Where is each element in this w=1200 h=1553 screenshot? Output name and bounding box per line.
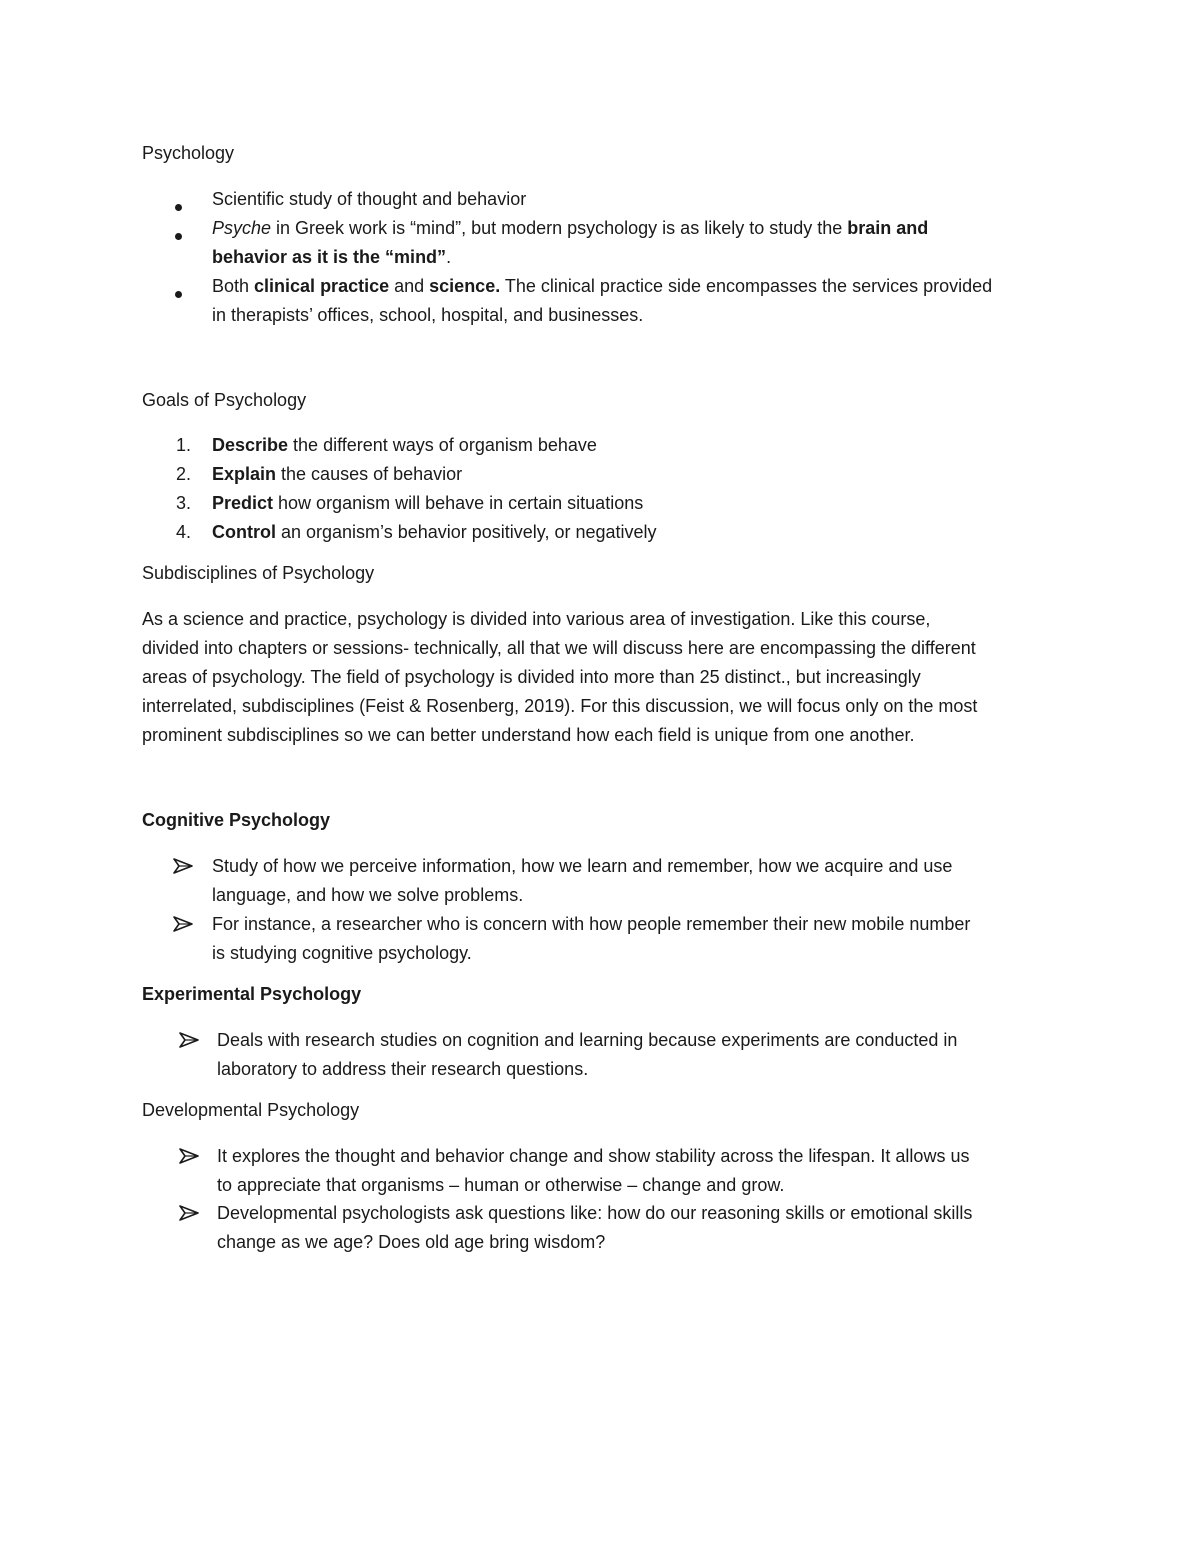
paragraph-line: prominent subdisciplines so we can better understand how each field is unique from one another.: [142, 725, 915, 745]
text-run: Control: [212, 522, 276, 542]
arrowhead-bullet-icon: [172, 858, 194, 874]
list-number: 1.: [176, 435, 192, 455]
section-heading-goals: Goals of Psychology: [142, 390, 307, 410]
bullet-line: [212, 214, 928, 242]
list-item: [212, 518, 657, 546]
list-number: 4.: [176, 522, 192, 542]
text-run: .: [446, 247, 452, 267]
section-heading-psychology: Psychology: [142, 143, 235, 163]
text-run: clinical practice: [254, 276, 390, 296]
text-run: Explain: [212, 464, 277, 484]
list-number: 2.: [176, 464, 192, 484]
bullet-line: [212, 185, 526, 213]
bullet-line: For instance, a researcher who is concern with how people remember their new mobile number: [212, 914, 971, 934]
text-run: and: [389, 276, 430, 296]
text-run: Describe: [212, 435, 289, 455]
text-run: Psyche: [212, 218, 272, 238]
arrowhead-bullet-icon: [178, 1148, 200, 1164]
paragraph-line: As a science and practice, psychology is divided into various area of investigation. Like this course,: [142, 609, 931, 629]
arrowhead-bullet-icon: [172, 916, 194, 932]
paragraph-line: interrelated, subdisciplines (Feist & Rosenberg, 2019). For this discussion, we will focus only on the most: [142, 696, 978, 716]
list-item: [212, 460, 462, 488]
text-run: brain and: [847, 218, 929, 238]
bullet-line: is studying cognitive psychology.: [212, 943, 472, 963]
list-item: [212, 489, 643, 517]
bullet-line: Developmental psychologists ask questions like: how do our reasoning skills or emotional skills: [217, 1203, 973, 1223]
text-run: in Greek work is “mind”, but modern psychology is as likely to study the: [271, 218, 848, 238]
text-run: Both: [212, 276, 255, 296]
text-run: the different ways of organism behave: [288, 435, 597, 455]
text-run: an organism’s behavior positively, or negatively: [275, 522, 657, 542]
text-run: Predict: [212, 493, 274, 513]
bullet-line: laboratory to address their research questions.: [217, 1059, 589, 1079]
text-run: in therapists’ offices, school, hospital, and businesses.: [212, 305, 644, 325]
text-run: The clinical practice side encompasses the services provided: [500, 276, 993, 296]
round-bullet-icon: [175, 282, 187, 294]
bullet-line: language, and how we solve problems.: [212, 885, 524, 905]
text-run: how organism will behave in certain situations: [273, 493, 644, 513]
bullet-line: [212, 272, 992, 300]
arrowhead-bullet-icon: [178, 1032, 200, 1048]
bullet-line: Study of how we perceive information, how we learn and remember, how we acquire and use: [212, 856, 953, 876]
paragraph-line: divided into chapters or sessions- technically, all that we will discuss here are encompassing the different: [142, 638, 976, 658]
text-run: science.: [429, 276, 501, 296]
bullet-line: It explores the thought and behavior change and show stability across the lifespan. It allows us: [217, 1146, 970, 1166]
bullet-line: [212, 301, 643, 329]
round-bullet-icon: [175, 224, 187, 236]
bullet-line: change as we age? Does old age bring wisdom?: [217, 1232, 606, 1252]
bullet-line: Deals with research studies on cognition and learning because experiments are conducted in: [217, 1030, 958, 1050]
text-run: Scientific study of thought and behavior: [212, 189, 527, 209]
section-heading-experimental: Experimental Psychology: [142, 984, 362, 1004]
section-heading-developmental: Developmental Psychology: [142, 1100, 360, 1120]
bullet-line: to appreciate that organisms – human or otherwise – change and grow.: [217, 1175, 785, 1195]
section-heading-subdisciplines: Subdisciplines of Psychology: [142, 563, 375, 583]
arrowhead-bullet-icon: [178, 1205, 200, 1221]
round-bullet-icon: [175, 195, 187, 207]
list-item: [212, 431, 597, 459]
bullet-line: [212, 243, 451, 271]
section-heading-cognitive: Cognitive Psychology: [142, 810, 331, 830]
paragraph-line: areas of psychology. The field of psychology is divided into more than 25 distinct., but increasingly: [142, 667, 921, 687]
text-run: the causes of behavior: [276, 464, 463, 484]
list-number: 3.: [176, 493, 192, 513]
text-run: behavior as it is the “mind”: [212, 247, 447, 267]
